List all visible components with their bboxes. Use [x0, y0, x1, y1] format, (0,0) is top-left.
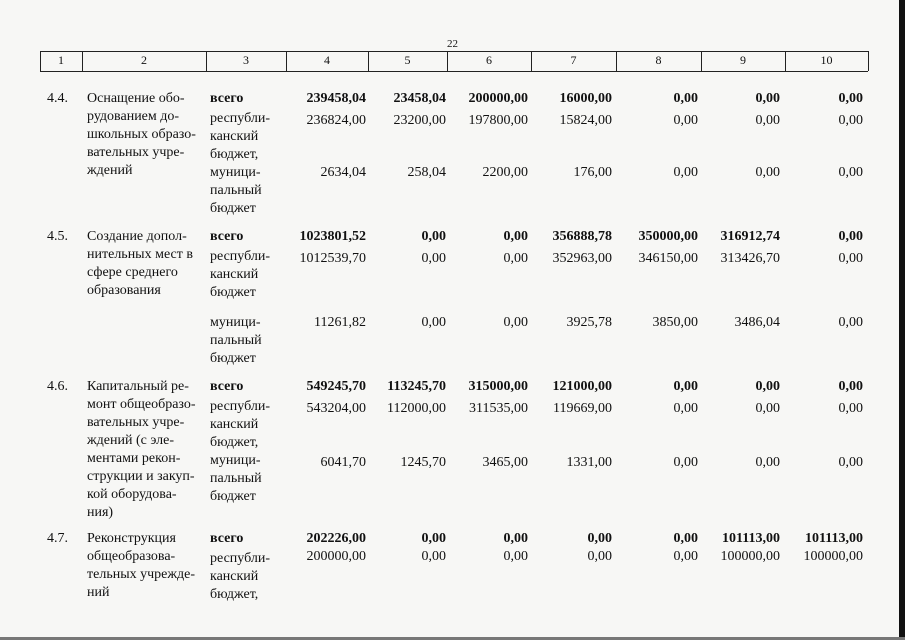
total-value: 101113,00 — [722, 531, 780, 546]
total-value: 16000,00 — [559, 91, 612, 106]
funding-type-label: канский — [210, 417, 259, 432]
funding-type-label: бюджет — [210, 489, 256, 504]
funding-type-label: пальный — [210, 183, 262, 198]
row-name-line: Реконструкция — [87, 531, 176, 546]
funding-type-label: бюджет — [210, 201, 256, 216]
row-name-line: Капитальный ре- — [87, 379, 189, 394]
row-name-line: рудованием до- — [87, 109, 180, 124]
municipal-value: 3465,00 — [482, 455, 528, 470]
row-number: 4.4. — [47, 91, 68, 106]
funding-type-label: муници- — [210, 453, 261, 468]
total-value: 0,00 — [673, 531, 698, 546]
row-number: 4.5. — [47, 229, 68, 244]
funding-type-label: канский — [210, 267, 259, 282]
funding-type-label: всего — [210, 91, 244, 106]
total-value: 0,00 — [838, 229, 863, 244]
row-name-line: струкции и закуп- — [87, 469, 195, 484]
republic-value: 0,00 — [755, 113, 780, 128]
total-value: 0,00 — [421, 531, 446, 546]
funding-type-label: муници- — [210, 315, 261, 330]
funding-type-label: республи- — [210, 111, 270, 126]
funding-type-label: муници- — [210, 165, 261, 180]
municipal-value: 3850,00 — [652, 315, 698, 330]
funding-type-label: бюджет, — [210, 587, 259, 602]
municipal-value: 0,00 — [838, 455, 863, 470]
municipal-value: 0,00 — [838, 315, 863, 330]
republic-value: 0,00 — [673, 113, 698, 128]
column-header-3: 3 — [243, 53, 249, 67]
row-name-line: монт общеобразо- — [87, 397, 196, 412]
republic-value: 0,00 — [421, 549, 446, 564]
total-value: 315000,00 — [468, 379, 528, 394]
row-name-line: ждений — [87, 163, 133, 178]
republic-value: 112000,00 — [387, 401, 446, 416]
funding-type-label: бюджет — [210, 285, 256, 300]
funding-type-label: канский — [210, 569, 259, 584]
republic-value: 0,00 — [673, 549, 698, 564]
row-name-line: ний — [87, 585, 110, 600]
municipal-value: 3925,78 — [566, 315, 612, 330]
republic-value: 1012539,70 — [299, 251, 366, 266]
scan-edge-right — [899, 0, 905, 640]
republic-value: 0,00 — [421, 251, 446, 266]
row-name-line: вательных учре- — [87, 415, 185, 430]
municipal-value: 3486,04 — [734, 315, 780, 330]
column-header-8: 8 — [655, 53, 662, 67]
republic-value: 346150,00 — [638, 251, 698, 266]
row-name-line: ждений (с эле- — [87, 433, 174, 448]
municipal-value: 0,00 — [673, 165, 698, 180]
municipal-value: 0,00 — [503, 315, 528, 330]
funding-type-label: республи- — [210, 399, 270, 414]
header-bottom-rule — [40, 71, 868, 72]
republic-value: 236824,00 — [306, 113, 366, 128]
row-name-line: вательных учре- — [87, 145, 185, 160]
funding-type-label: пальный — [210, 333, 262, 348]
total-value: 0,00 — [755, 379, 780, 394]
municipal-value: 258,04 — [407, 165, 446, 180]
header-column-divider — [868, 51, 869, 71]
funding-type-label: бюджет, — [210, 147, 259, 162]
republic-value: 0,00 — [755, 401, 780, 416]
row-name-line: сфере среднего — [87, 265, 178, 280]
municipal-value: 1331,00 — [566, 455, 612, 470]
total-value: 239458,04 — [306, 91, 366, 106]
municipal-value: 0,00 — [755, 165, 780, 180]
total-value: 202226,00 — [306, 531, 366, 546]
republic-value: 0,00 — [838, 113, 863, 128]
column-header-5: 5 — [404, 53, 411, 67]
funding-type-label: бюджет — [210, 351, 256, 366]
row-name-line: тельных учрежде- — [87, 567, 196, 582]
row-name-line: Создание допол- — [87, 229, 187, 244]
municipal-value: 2634,04 — [320, 165, 366, 180]
republic-value: 352963,00 — [552, 251, 612, 266]
row-number: 4.6. — [47, 379, 68, 394]
column-header-4: 4 — [324, 53, 330, 67]
total-value: 549245,70 — [306, 379, 366, 394]
total-value: 0,00 — [421, 229, 446, 244]
total-value: 0,00 — [673, 91, 698, 106]
total-value: 0,00 — [673, 379, 698, 394]
municipal-value: 1245,70 — [400, 455, 446, 470]
funding-type-label: всего — [210, 379, 244, 394]
municipal-value: 2200,00 — [482, 165, 528, 180]
total-value: 0,00 — [755, 91, 780, 106]
republic-value: 0,00 — [838, 251, 863, 266]
row-name-line: ментами рекон- — [87, 451, 181, 466]
republic-value: 0,00 — [503, 549, 528, 564]
total-value: 0,00 — [503, 531, 528, 546]
total-value: 0,00 — [587, 531, 612, 546]
republic-value: 0,00 — [673, 401, 698, 416]
column-header-6: 6 — [486, 53, 492, 67]
row-name-line: нительных мест в — [87, 247, 193, 262]
row-name-line: общеобразова- — [87, 549, 176, 564]
column-header-9: 9 — [740, 53, 746, 67]
total-value: 121000,00 — [552, 379, 612, 394]
funding-type-label: канский — [210, 129, 259, 144]
total-value: 101113,00 — [805, 531, 863, 546]
column-header-2: 2 — [141, 53, 147, 67]
total-value: 316912,74 — [720, 229, 780, 244]
republic-value: 23200,00 — [393, 113, 446, 128]
municipal-value: 0,00 — [838, 165, 863, 180]
republic-value: 197800,00 — [468, 113, 528, 128]
row-name-line: школьных образо- — [87, 127, 196, 142]
municipal-value: 6041,70 — [320, 455, 366, 470]
total-value: 350000,00 — [638, 229, 698, 244]
total-value: 113245,70 — [387, 379, 446, 394]
funding-type-label: пальный — [210, 471, 262, 486]
republic-value: 119669,00 — [553, 401, 612, 416]
column-header-10: 10 — [820, 53, 833, 67]
republic-value: 313426,70 — [720, 251, 780, 266]
total-value: 1023801,52 — [299, 229, 366, 244]
row-name-line: кой оборудова- — [87, 487, 177, 502]
funding-type-label: республи- — [210, 249, 270, 264]
municipal-value: 11261,82 — [314, 315, 366, 330]
row-number: 4.7. — [47, 531, 68, 546]
republic-value: 0,00 — [838, 401, 863, 416]
funding-type-label: республи- — [210, 551, 270, 566]
municipal-value: 0,00 — [673, 455, 698, 470]
republic-value: 543204,00 — [306, 401, 366, 416]
republic-value: 100000,00 — [803, 549, 863, 564]
column-header-1: 1 — [58, 53, 64, 67]
row-name-line: ния) — [87, 505, 114, 520]
total-value: 0,00 — [838, 379, 863, 394]
total-value: 23458,04 — [393, 91, 446, 106]
page-number: 22 — [447, 38, 458, 50]
municipal-value: 0,00 — [755, 455, 780, 470]
republic-value: 0,00 — [587, 549, 612, 564]
total-value: 200000,00 — [468, 91, 528, 106]
funding-type-label: бюджет, — [210, 435, 259, 450]
republic-value: 311535,00 — [469, 401, 528, 416]
row-name-line: Оснащение обо- — [87, 91, 185, 106]
funding-type-label: всего — [210, 229, 244, 244]
total-value: 0,00 — [838, 91, 863, 106]
column-header-7: 7 — [570, 53, 577, 67]
republic-value: 15824,00 — [559, 113, 612, 128]
row-name-line: образования — [87, 283, 161, 298]
funding-type-label: всего — [210, 531, 244, 546]
header-top-rule — [40, 51, 868, 52]
municipal-value: 176,00 — [573, 165, 612, 180]
republic-value: 200000,00 — [306, 549, 366, 564]
republic-value: 0,00 — [503, 251, 528, 266]
total-value: 356888,78 — [552, 229, 612, 244]
total-value: 0,00 — [503, 229, 528, 244]
municipal-value: 0,00 — [421, 315, 446, 330]
republic-value: 100000,00 — [720, 549, 780, 564]
